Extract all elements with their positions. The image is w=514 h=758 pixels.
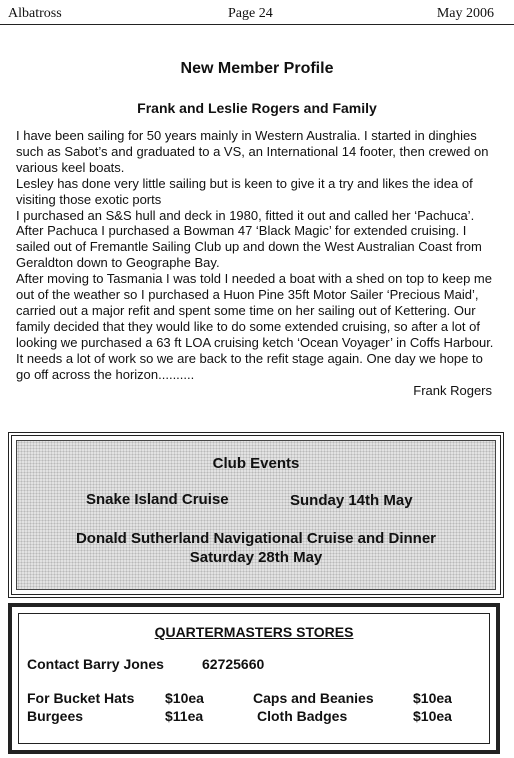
article-body	[16, 128, 496, 398]
event-name: Donald Sutherland Navigational Cruise and Dinner	[75, 530, 437, 547]
store-item-name: Cloth Badges	[257, 708, 348, 724]
article-subtitle: Frank and Leslie Rogers and Family	[137, 100, 377, 116]
event-date: Saturday 28th May	[189, 549, 323, 566]
store-item-price: $11ea	[165, 708, 204, 724]
club-events-heading: Club Events	[212, 455, 300, 472]
store-item-price: $10ea	[165, 690, 204, 706]
header-divider	[0, 24, 514, 25]
paragraph: After moving to Tasmania I was told I needed a boat with a shed on top to keep me out of the weather so I purchased a Huon Pine 35ft Motor Sailer ‘Precious Maid’, carried out a major refit and spent some time on her sailing out of Kettering. Our family decided that they would like to do some extended cruising, so after a lot of looking we purchased a 63 ft LOA cruising ketch ‘Ocean Voyager’ in Coffs Harbour. It needs a lot of work so we are back to the refit stage again. One day we hope to go off across the horizon..........	[16, 271, 494, 382]
contact-phone: 62725660	[202, 656, 265, 672]
issue-date: May 2006	[436, 6, 494, 21]
club-events-panel	[16, 440, 496, 590]
author-signature: Frank Rogers	[413, 382, 492, 398]
contact-name: Contact Barry Jones	[27, 656, 164, 672]
store-item-price: $10ea	[413, 708, 452, 724]
paragraph: I have been sailing for 50 years mainly in Western Australia. I started in dinghies such as Sabot’s and graduated to a VS, an International 14 footer, then crewed on various keel boats.	[16, 128, 489, 175]
store-item-name: Burgees	[27, 708, 84, 724]
event-date: Sunday 14th May	[290, 492, 413, 509]
store-item-price: $10ea	[413, 690, 452, 706]
store-item-name: For Bucket Hats	[27, 690, 135, 706]
event-name: Snake Island Cruise	[86, 491, 229, 508]
publication-name: Albatross	[8, 6, 62, 21]
article-title: New Member Profile	[180, 60, 334, 77]
store-item-name: Caps and Beanies	[253, 690, 374, 706]
paragraph: Lesley has done very little sailing but is keen to give it a try and likes the idea of visiting those exotic ports	[16, 175, 473, 207]
quartermasters-heading: QUARTERMASTERS STORES	[154, 624, 354, 640]
page-number: Page 24	[228, 6, 273, 21]
quartermasters-panel	[18, 613, 490, 744]
quartermasters-box	[8, 603, 500, 754]
page-header	[0, 0, 514, 30]
club-events-box	[8, 432, 504, 598]
paragraph: I purchased an S&S hull and deck in 1980, fitted it out and called her ‘Pachuca’. After Pachuca I purchased a Bowman 47 ‘Black Magic’ for extended cruising. I sailed out of Fremantle Sailing Club up and down the West Australian Coast from Geraldton down to Geographe Bay.	[16, 207, 482, 271]
